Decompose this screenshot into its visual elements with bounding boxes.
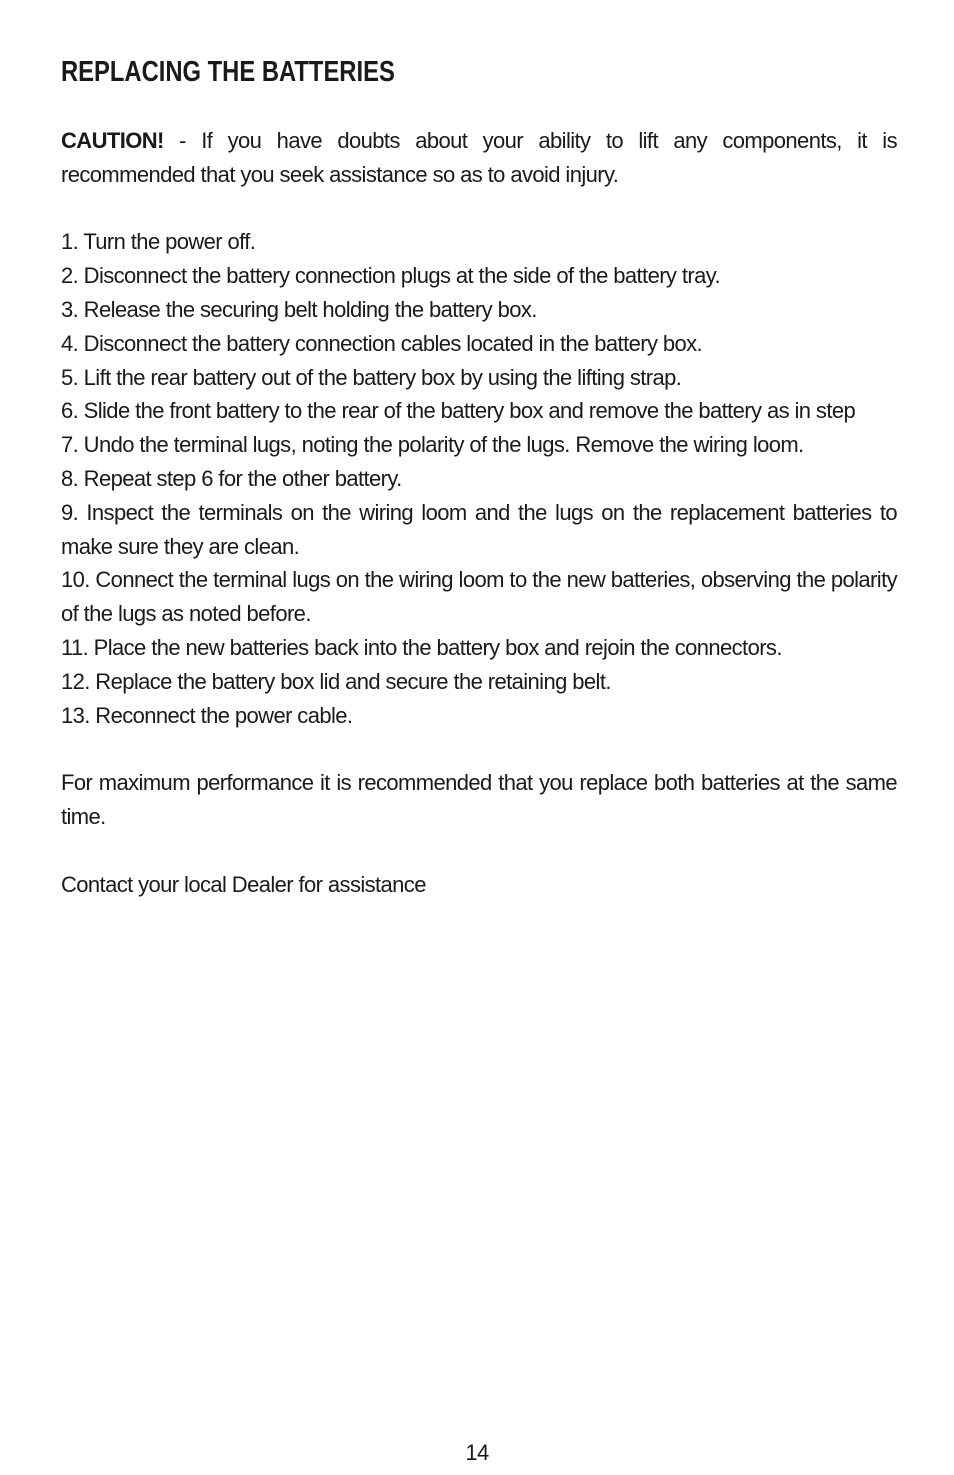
step-item: 12. Replace the battery box lid and secure the retaining belt. <box>61 668 611 694</box>
page-title: REPLACING THE BATTERIES <box>61 56 395 88</box>
step-item: 8. Repeat step 6 for the other battery. <box>61 465 402 491</box>
step-item: 5. Lift the rear battery out of the battery box by using the lifting strap. <box>61 364 682 390</box>
caution-paragraph <box>61 124 897 192</box>
spacer <box>61 834 897 868</box>
step-item: 3. Release the securing belt holding the battery box. <box>61 296 537 322</box>
step-item: 9. Inspect the terminals on the wiring loom and the lugs on the replacement batteries to make sure they are clean. <box>61 499 897 559</box>
manual-page <box>61 52 897 901</box>
step-item: 13. Reconnect the power cable. <box>61 702 353 728</box>
step-item: 6. Slide the front battery to the rear of the battery box and remove the battery as in step <box>61 398 856 424</box>
page-body <box>61 124 897 901</box>
step-item: 7. Undo the terminal lugs, noting the polarity of the lugs. Remove the wiring loom. <box>61 432 804 458</box>
caution-label: CAUTION! <box>61 128 164 153</box>
page-number: 14 <box>465 1440 489 1465</box>
step-item: 1. Turn the power off. <box>61 229 256 255</box>
step-item: 4. Disconnect the battery connection cables located in the battery box. <box>61 330 703 356</box>
performance-note: For maximum performance it is recommended that you replace both batteries at the same time. <box>61 770 897 829</box>
spacer <box>61 732 897 766</box>
step-item: 11. Place the new batteries back into the battery box and rejoin the connectors. <box>61 634 782 660</box>
step-item: 10. Connect the terminal lugs on the wiring loom to the new batteries, observing the polarity of the lugs as noted before. <box>61 567 897 627</box>
contact-note: Contact your local Dealer for assistance <box>61 871 426 897</box>
spacer <box>61 192 897 226</box>
caution-text: - If you have doubts about your ability to lift any components, it is recommended that you seek assistance so as to avoid injury. <box>61 128 897 187</box>
step-item: 2. Disconnect the battery connection plugs at the side of the battery tray. <box>61 263 721 289</box>
steps-list <box>61 225 897 732</box>
